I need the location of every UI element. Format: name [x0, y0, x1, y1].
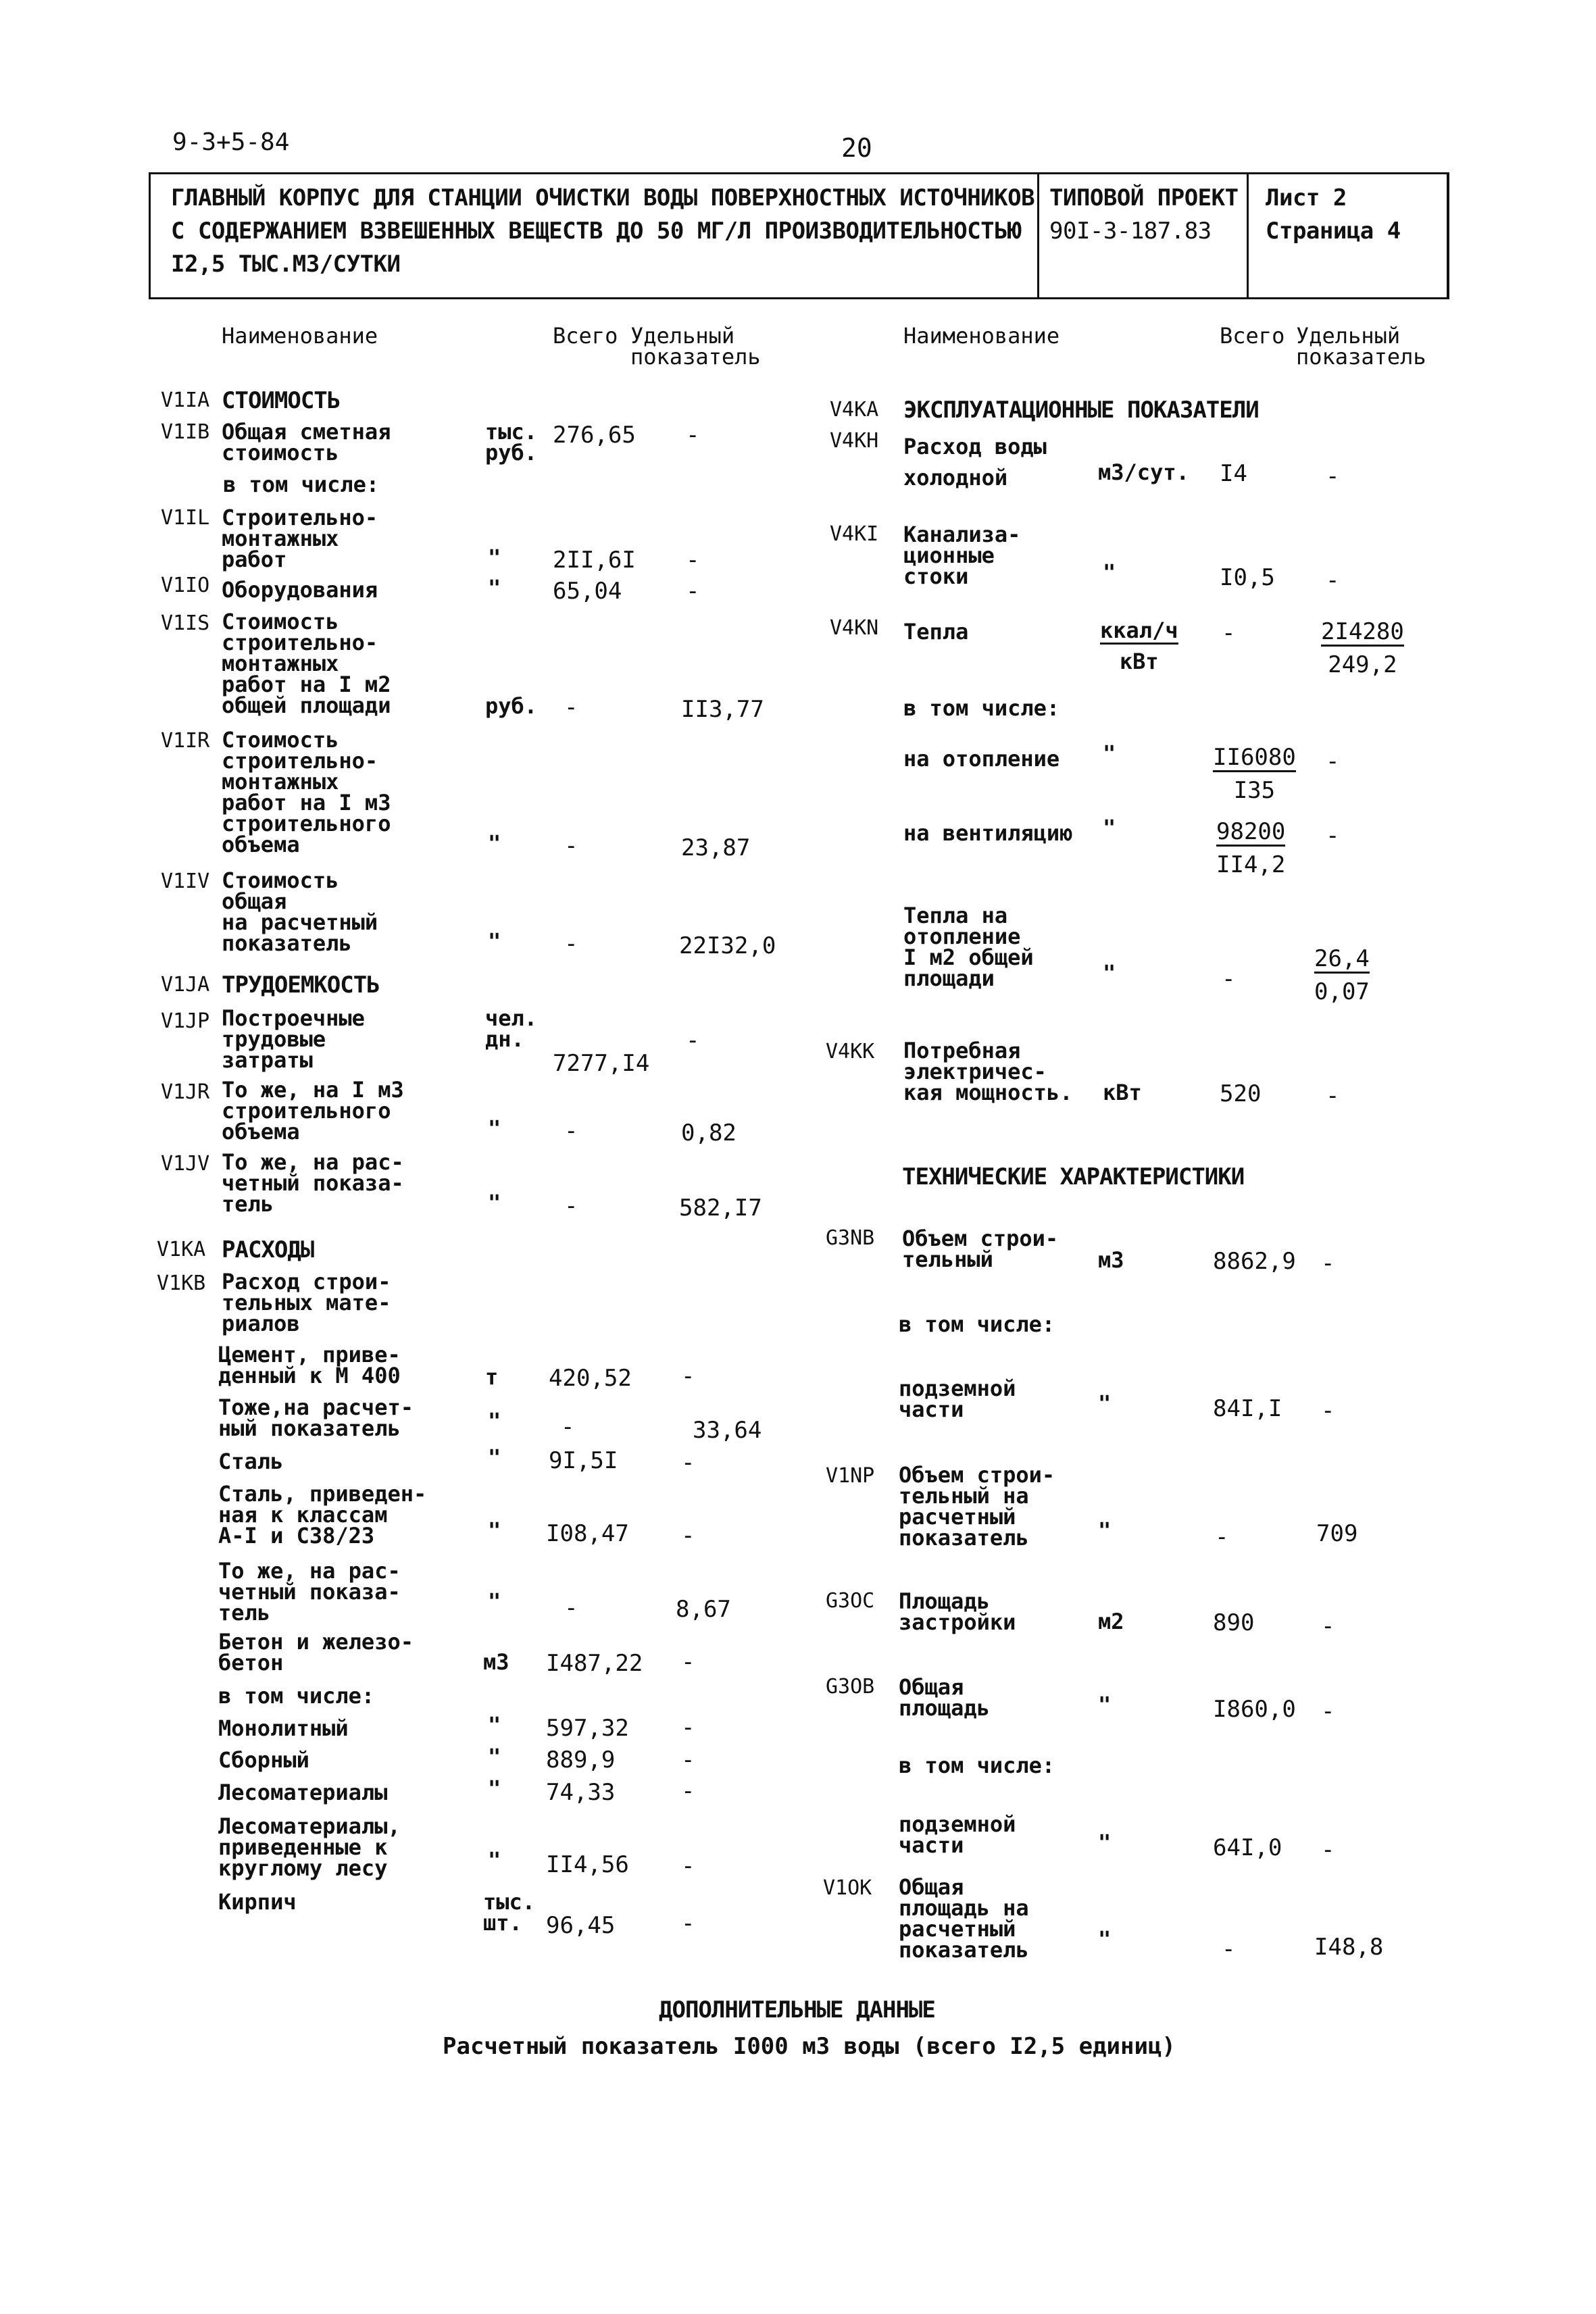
value-numerator: 26,4: [1314, 945, 1370, 972]
row-code: V1NP: [826, 1464, 875, 1488]
title-divider: [1037, 174, 1039, 297]
value-denominator: I35: [1233, 777, 1276, 804]
document-code: 9-3+5-84: [172, 128, 290, 156]
row-total: 889,9: [546, 1746, 616, 1774]
row-total: -: [564, 930, 578, 957]
row-unit: ": [488, 1517, 501, 1543]
value-numerator: 98200: [1216, 818, 1286, 845]
row-total: I0,5: [1220, 564, 1275, 591]
row-name: Общая площадь на расчетный показатель: [899, 1874, 1029, 1963]
row-unit: кВт: [1103, 1080, 1142, 1105]
row-name: Объем строи- тельный на расчетный показатель: [899, 1462, 1055, 1551]
row-name: в том числе:: [218, 1683, 375, 1709]
row-specific: -: [1326, 1082, 1340, 1109]
row-name: Общая площадь: [899, 1674, 990, 1721]
row-specific: -: [681, 1910, 695, 1937]
row-name: Лесоматериалы: [218, 1780, 388, 1805]
row-specific: [1314, 947, 1370, 1003]
row-unit: ": [488, 575, 501, 601]
column-header-total: Всего: [1220, 323, 1285, 349]
row-total: -: [1222, 1936, 1236, 1963]
row-name: Стоимость строительно- монтажных работ на I м2 общей площади: [222, 609, 391, 718]
row-specific: -: [1321, 1698, 1335, 1725]
row-total: 2II,6I: [553, 547, 636, 574]
row-specific: I48,8: [1314, 1934, 1384, 1961]
title-line-2: С СОДЕРЖАНИЕМ ВЗВЕШЕННЫХ ВЕЩЕСТВ ДО 50 МГ/Л ПРОИЗВОДИТЕЛЬНОСТЬЮ: [171, 218, 1022, 245]
row-unit: чел. дн.: [485, 1005, 538, 1052]
calculation-basis-note: Расчетный показатель I000 м3 воды (всего I2,5 единиц): [443, 2033, 1176, 2060]
value-denominator: II4,2: [1216, 851, 1286, 878]
row-total: 276,65: [553, 422, 636, 449]
row-name: Потребная электричес- кая мощность.: [903, 1038, 1073, 1105]
row-code: V1IS: [161, 611, 210, 635]
row-code: V1JR: [161, 1080, 210, 1104]
row-specific: -: [686, 1027, 700, 1054]
column-header-specific: показатель: [630, 344, 761, 370]
unit-numerator: ккал/ч: [1100, 618, 1178, 643]
row-unit: ": [488, 1444, 501, 1470]
row-specific: -: [1326, 463, 1340, 490]
value-numerator: 2I4280: [1321, 618, 1404, 645]
row-unit: ": [488, 1744, 501, 1769]
row-name: То же, на рас- четный показа- тель: [218, 1558, 401, 1626]
row-specific: -: [1321, 1250, 1335, 1277]
row-name: Оборудования: [222, 577, 378, 603]
column-header-name: Наименование: [222, 323, 378, 349]
row-specific: -: [1321, 1836, 1335, 1863]
row-name: То же, на I м3 строительного объема: [222, 1077, 404, 1145]
row-specific: -: [681, 1714, 695, 1741]
row-specific: -: [1326, 822, 1340, 849]
row-total: [1213, 746, 1296, 802]
row-unit: ": [1103, 559, 1116, 585]
value-denominator: 249,2: [1328, 651, 1397, 678]
row-specific: -: [681, 1363, 695, 1390]
row-total: 74,33: [546, 1779, 616, 1806]
row-name: в том числе:: [223, 472, 380, 497]
row-code: V1IO: [161, 574, 210, 597]
row-name: Тепла: [903, 619, 969, 645]
row-unit: тыс. шт.: [483, 1889, 536, 1936]
row-name: То же, на рас- четный показа- тель: [222, 1149, 404, 1217]
title-line-1: ГЛАВНЫЙ КОРПУС ДЛЯ СТАНЦИИ ОЧИСТКИ ВОДЫ ПОВЕРХНОСТНЫХ ИСТОЧНИКОВ: [171, 184, 1035, 211]
row-code: V1IV: [161, 870, 210, 893]
row-code: V4KN: [830, 616, 879, 640]
row-unit: руб.: [485, 693, 538, 719]
row-unit: т: [485, 1364, 499, 1390]
row-specific: -: [681, 1522, 695, 1549]
title-divider: [1247, 174, 1249, 297]
row-unit: ": [1098, 1390, 1112, 1416]
row-total: 64I,0: [1213, 1834, 1282, 1861]
row-specific: -: [681, 1746, 695, 1774]
row-specific: 33,64: [693, 1417, 762, 1444]
row-specific: -: [1326, 748, 1340, 775]
row-total: I08,47: [546, 1520, 629, 1547]
row-specific: -: [1326, 567, 1340, 594]
row-name: Объем строи- тельный: [902, 1226, 1059, 1272]
row-specific: [1321, 620, 1404, 676]
row-unit: м3/сут.: [1098, 459, 1189, 485]
row-code: V1IA: [161, 388, 210, 412]
value-numerator: II6080: [1213, 744, 1296, 771]
row-unit: ": [488, 1588, 501, 1614]
row-total: 420,52: [549, 1365, 632, 1392]
row-total: -: [564, 1117, 578, 1145]
row-specific: -: [686, 422, 700, 449]
section-title: ТРУДОЕМКОСТЬ: [222, 972, 380, 999]
row-unit: ": [488, 1408, 501, 1434]
value-denominator: 0,07: [1314, 978, 1370, 1005]
row-code: V1KA: [157, 1238, 206, 1261]
row-name: Кирпич: [218, 1889, 297, 1915]
row-specific: -: [681, 1449, 695, 1476]
row-name: Сборный: [218, 1747, 309, 1773]
row-total: 96,45: [546, 1912, 616, 1939]
additional-data-title: ДОПОЛНИТЕЛЬНЫЕ ДАННЫЕ: [659, 1996, 935, 2023]
row-code: V1IR: [161, 729, 210, 753]
row-total: -: [1222, 965, 1236, 992]
row-total: 84I,I: [1213, 1395, 1282, 1422]
row-unit: ": [1098, 1517, 1112, 1543]
row-specific: -: [1321, 1613, 1335, 1640]
row-name: Строительно- монтажных работ: [222, 505, 378, 572]
row-total: 597,32: [546, 1715, 629, 1742]
row-specific: 23,87: [681, 834, 751, 861]
row-total: I487,22: [546, 1650, 643, 1677]
row-code: G3OC: [826, 1589, 875, 1613]
column-header-name: Наименование: [903, 323, 1060, 349]
row-name: Тоже,на расчет- ный показатель: [218, 1394, 414, 1441]
row-name: Общая сметная стоимость: [222, 419, 391, 466]
column-header-total: Всего: [553, 323, 618, 349]
row-name: Тепла на отопление I м2 общей площади: [903, 903, 1034, 991]
row-name: Расход воды холодной: [903, 434, 1047, 491]
row-unit: м3: [483, 1649, 509, 1675]
row-code: V1OK: [823, 1876, 872, 1900]
row-unit: ": [488, 1847, 501, 1873]
page-number: 20: [841, 133, 872, 163]
row-unit: [1100, 620, 1178, 672]
row-code: V4KH: [830, 429, 879, 453]
row-name: Сталь, приведен- ная к классам А-I и С38/23: [218, 1481, 427, 1549]
row-total: -: [561, 1413, 575, 1440]
row-name: в том числе:: [903, 695, 1060, 721]
row-name: Стоимость общая на расчетный показатель: [222, 867, 378, 956]
row-code: G3NB: [826, 1226, 875, 1250]
section-title: ТЕХНИЧЕСКИЕ ХАРАКТЕРИСТИКИ: [902, 1163, 1245, 1190]
row-total: II4,56: [546, 1851, 629, 1878]
row-specific: 22I32,0: [679, 932, 776, 959]
row-name: Лесоматериалы, приведенные к круглому лесу: [218, 1813, 401, 1881]
row-name: Построечные трудовые затраты: [222, 1005, 365, 1073]
row-specific: -: [686, 578, 700, 605]
row-name: Площадь застройки: [899, 1588, 1016, 1635]
row-unit: ": [1103, 960, 1116, 986]
row-unit: ": [488, 830, 501, 856]
row-unit: ": [488, 1190, 501, 1215]
row-name: в том числе:: [899, 1753, 1055, 1778]
row-code: V4KI: [830, 522, 879, 546]
row-name: на вентиляцию: [903, 820, 1073, 846]
row-code: V1IB: [161, 420, 210, 444]
title-block: [149, 172, 1449, 299]
row-total: -: [1215, 1524, 1229, 1551]
row-unit: ": [488, 1712, 501, 1738]
column-header-specific: Удельный: [1296, 323, 1401, 349]
row-total: -: [564, 832, 578, 859]
row-unit: ": [1098, 1692, 1112, 1717]
row-unit: ": [1098, 1926, 1112, 1952]
unit-denominator: кВт: [1119, 649, 1159, 674]
row-total: 8862,9: [1213, 1248, 1296, 1275]
row-unit: ": [1103, 740, 1116, 766]
row-unit: м3: [1098, 1247, 1124, 1273]
sheet-number: Лист 2: [1266, 184, 1347, 211]
project-label: ТИПОВОЙ ПРОЕКТ: [1049, 184, 1239, 211]
row-total: [1216, 820, 1285, 876]
row-name: в том числе:: [899, 1311, 1055, 1337]
row-unit: ": [488, 545, 501, 570]
row-specific: -: [681, 1778, 695, 1805]
row-name: Цемент, приве- денный к М 400: [218, 1342, 401, 1388]
page-label: Страница 4: [1266, 218, 1401, 245]
row-name: подземной части: [899, 1811, 1016, 1858]
row-code: G3OB: [826, 1675, 875, 1699]
row-unit: ": [488, 1115, 501, 1141]
column-header-specific: показатель: [1296, 344, 1426, 370]
row-name: Канализа- ционные стоки: [903, 522, 1021, 589]
row-total: 520: [1220, 1080, 1262, 1107]
row-name: Бетон и железо- бетон: [218, 1629, 414, 1676]
row-name: Расход строи- тельных мате- риалов: [222, 1269, 391, 1336]
row-total: 9I,5I: [549, 1447, 618, 1474]
row-unit: ": [488, 928, 501, 954]
project-number: 90I-3-187.83: [1049, 218, 1212, 245]
row-unit: тыс. руб.: [485, 419, 538, 466]
row-total: 7277,I4: [553, 1050, 650, 1077]
row-name: Сталь: [218, 1449, 284, 1474]
row-specific: 582,I7: [679, 1194, 762, 1222]
row-total: 890: [1213, 1609, 1255, 1636]
row-unit: м2: [1098, 1609, 1124, 1634]
row-code: V1IL: [161, 506, 210, 530]
row-code: V1JV: [161, 1152, 210, 1176]
row-total: -: [564, 694, 578, 721]
row-total: I4: [1220, 460, 1247, 487]
row-name: Монолитный: [218, 1715, 349, 1741]
row-specific: -: [1321, 1397, 1335, 1424]
row-name: подземной части: [899, 1376, 1016, 1422]
row-specific: -: [681, 1853, 695, 1880]
row-specific: -: [681, 1649, 695, 1676]
row-total: -: [1222, 620, 1236, 647]
row-specific: II3,77: [681, 696, 764, 723]
row-specific: 709: [1316, 1520, 1358, 1547]
section-title: РАСХОДЫ: [222, 1236, 314, 1263]
row-unit: ": [1098, 1830, 1112, 1855]
title-line-3: I2,5 ТЫС.М3/СУТКИ: [171, 251, 401, 278]
row-total: -: [564, 1594, 578, 1621]
row-code: V4KK: [826, 1040, 875, 1063]
row-unit: ": [1103, 815, 1116, 840]
column-header-specific: Удельный: [630, 323, 735, 349]
row-code: V1JP: [161, 1009, 210, 1033]
section-title: ЭКСПЛУАТАЦИОННЫЕ ПОКАЗАТЕЛИ: [903, 397, 1259, 424]
row-total: -: [564, 1192, 578, 1219]
row-total: 65,04: [553, 578, 622, 605]
section-title: СТОИМОСТЬ: [222, 387, 341, 414]
row-code: V1KB: [157, 1272, 206, 1295]
row-code: V4KA: [830, 398, 879, 422]
row-code: V1JA: [161, 973, 210, 997]
row-specific: 8,67: [676, 1596, 731, 1623]
row-specific: 0,82: [681, 1120, 737, 1147]
row-name: Стоимость строительно- монтажных работ на I м3 строительного объема: [222, 727, 391, 857]
row-name: на отопление: [903, 746, 1060, 772]
row-specific: -: [686, 547, 700, 574]
row-total: I860,0: [1213, 1696, 1296, 1723]
row-unit: ": [488, 1776, 501, 1801]
